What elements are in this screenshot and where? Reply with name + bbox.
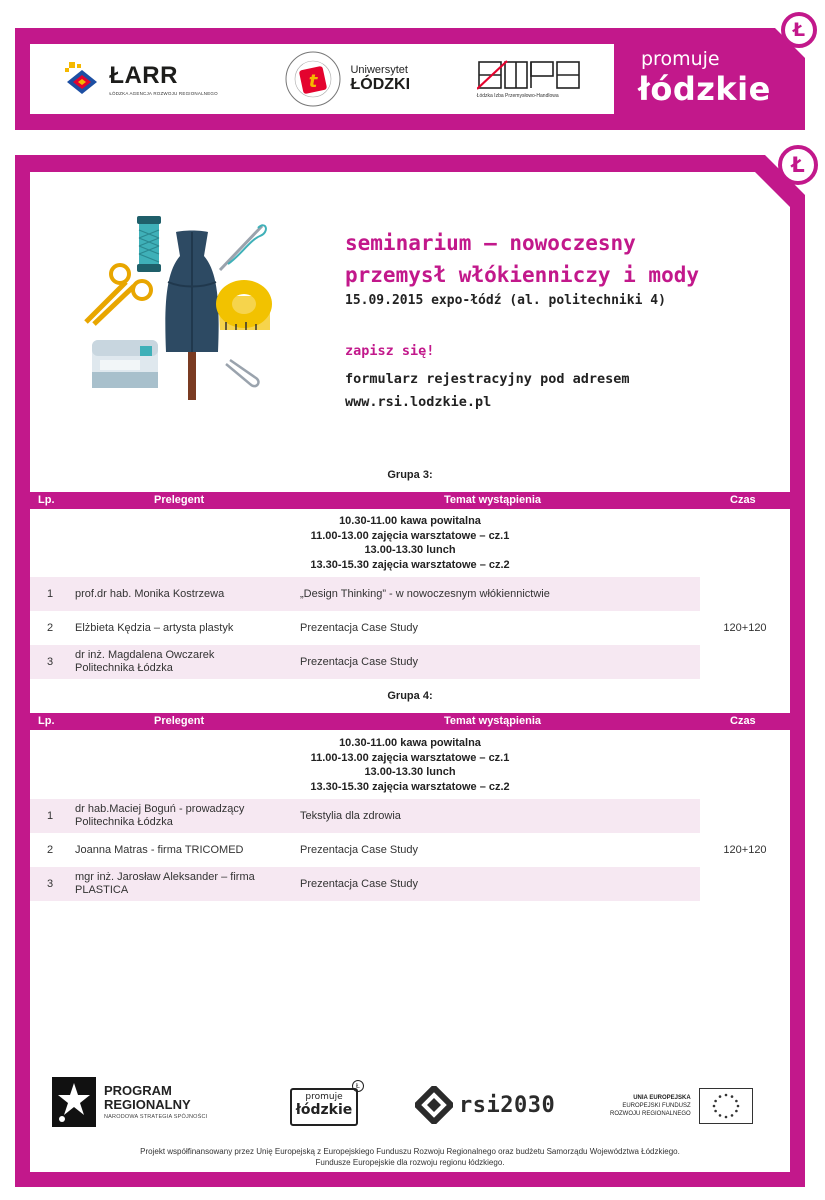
group3-schedule <box>30 514 790 572</box>
table-row <box>30 577 700 611</box>
schedule-item: 13.30-15.30 zajęcia warsztatowe – cz.2 <box>310 780 510 793</box>
cell-lp: 1 <box>46 588 54 600</box>
eu-line2: EUROPEJSKI FUNDUSZ <box>622 1103 691 1109</box>
footer-note-line1: Projekt współfinansowany przez Unię Europejską z Europejskiego Funduszu Rozwoju Regionalnego oraz budżetu Samorządu Województwa Łódzkiego. <box>140 1147 680 1156</box>
university-line1: Uniwersytet <box>350 64 408 76</box>
promuje-lodzkie-logo <box>290 1088 358 1126</box>
cell-temat: Prezentacja Case Study <box>300 878 419 890</box>
program-regionalny-logo <box>52 1077 207 1127</box>
main-l-badge: Ł <box>778 145 818 185</box>
larr-name: ŁARR <box>109 62 178 89</box>
cell-temat: Prezentacja Case Study <box>300 656 419 668</box>
cell-lp: 1 <box>46 810 54 822</box>
eu-text <box>610 1094 691 1118</box>
schedule-item: 10.30-11.00 kawa powitalna <box>339 515 481 527</box>
header-lodzkie: łódzkie <box>638 70 771 108</box>
larr-sub: ŁÓDZKA AGENCJA ROZWOJU REGIONALNEGO <box>109 91 218 96</box>
registration-info <box>345 368 629 414</box>
header-promuje: promuje <box>641 48 720 70</box>
col-temat: Temat wystąpienia <box>444 494 541 506</box>
lipph-sub: Łódzka Izba Przemysłowo-Handlowa <box>476 93 559 99</box>
headline-line1: seminarium – nowoczesny <box>345 231 636 255</box>
rsi-text: rsi2030 <box>459 1092 556 1118</box>
table-row <box>30 867 700 901</box>
eu-line3: ROZWOJU REGIONALNEGO <box>610 1111 691 1117</box>
cell-prelegent: mgr inż. Jarosław Aleksander – firma PLASTICA <box>75 871 255 896</box>
cell-temat: Tekstylia dla zdrowia <box>300 810 401 822</box>
event-dateline: 15.09.2015 expo-łódź (al. politechniki 4) <box>345 293 666 308</box>
larr-logo <box>63 62 218 96</box>
strategy-star-icon <box>52 1077 96 1127</box>
table-row <box>30 611 700 645</box>
cell-prelegent: prof.dr hab. Monika Kostrzewa <box>75 587 225 600</box>
university-line2: ŁÓDZKI <box>350 76 411 93</box>
group3-table-header <box>30 492 790 509</box>
university-seal-icon <box>284 50 342 108</box>
col-lp: Lp. <box>38 494 55 506</box>
rsi2030-logo <box>415 1086 555 1124</box>
col-czas: Czas <box>730 494 756 506</box>
group4-title: Grupa 4: <box>387 690 433 702</box>
table-row <box>30 833 700 867</box>
group4-schedule <box>30 736 790 794</box>
footer-lodzkie: łódzkie <box>295 1102 353 1118</box>
table-row <box>30 799 700 833</box>
group4-table-header <box>30 713 790 730</box>
schedule-item: 10.30-11.00 kawa powitalna <box>339 737 481 749</box>
seminar-headline <box>345 227 785 291</box>
lipph-logo <box>477 59 581 99</box>
schedule-item: 13.30-15.30 zajęcia warsztatowe – cz.2 <box>310 558 510 571</box>
program-line2: REGIONALNY <box>104 1097 191 1112</box>
headline-line2: przemysł włókienniczy i mody <box>345 263 700 287</box>
cell-lp: 2 <box>46 622 54 634</box>
cell-prelegent: Joanna Matras - firma TRICOMED <box>75 843 244 856</box>
cell-lp: 2 <box>46 844 54 856</box>
col-prelegent: Prelegent <box>154 715 205 727</box>
registration-link[interactable]: www.rsi.lodzkie.pl <box>345 394 492 410</box>
cell-temat: Prezentacja Case Study <box>300 622 419 634</box>
cell-prelegent: dr hab.Maciej Boguń - prowadzący Politechnika Łódzka <box>75 803 245 828</box>
program-sub: NARODOWA STRATEGIA SPÓJNOŚCI <box>104 1114 208 1120</box>
signup-heading: zapisz się! <box>345 343 435 359</box>
footer-note-line2: Fundusze Europejskie dla rozwoju regionu łódzkiego. <box>315 1158 505 1167</box>
sewing-machine-icon <box>92 340 158 388</box>
eu-flag-icon <box>699 1088 753 1124</box>
schedule-item: 13.00-13.30 lunch <box>364 544 456 556</box>
eu-line1: UNIA EUROPEJSKA <box>633 1095 691 1101</box>
cell-prelegent: Elżbieta Kędzia – artysta plastyk <box>75 621 234 634</box>
program-line1: PROGRAM <box>104 1083 172 1098</box>
cell-temat: „Design Thinking” - w nowoczesnym włókiennictwie <box>300 588 550 600</box>
col-lp: Lp. <box>38 715 55 727</box>
cell-prelegent: dr inż. Magdalena Owczarek Politechnika Łódzka <box>75 649 215 674</box>
university-logo <box>284 50 410 108</box>
cell-temat: Prezentacja Case Study <box>300 844 419 856</box>
footer-l-badge: Ł <box>352 1080 364 1092</box>
scissors-icon <box>86 265 151 324</box>
cell-lp: 3 <box>46 656 54 668</box>
rsi-diamond-icon <box>415 1086 453 1124</box>
needle-icon <box>220 226 262 270</box>
measuring-tape-icon <box>216 280 272 330</box>
safety-pin-icon <box>226 360 258 386</box>
col-czas: Czas <box>730 715 756 727</box>
group3-title: Grupa 3: <box>387 469 433 481</box>
larr-icon <box>63 62 101 96</box>
schedule-item: 13.00-13.30 lunch <box>364 766 456 778</box>
registration-text: formularz rejestracyjny pod adresem <box>345 371 630 387</box>
header-l-badge: Ł <box>781 12 817 48</box>
col-temat: Temat wystąpienia <box>444 715 541 727</box>
dress-form-icon <box>165 231 218 401</box>
svg-text:t: t <box>309 71 318 92</box>
schedule-item: 11.00-13.00 zajęcia warsztatowe – cz.1 <box>310 751 510 764</box>
group3-czas: 120+120 <box>723 622 767 634</box>
partner-logos <box>30 44 614 114</box>
footer-cofinancing-note <box>30 1146 790 1168</box>
lipph-mark-icon <box>477 59 581 91</box>
col-prelegent: Prelegent <box>154 494 205 506</box>
eu-logo <box>610 1088 753 1124</box>
footer-promuje: promuje <box>305 1092 343 1102</box>
group4-czas: 120+120 <box>723 844 767 856</box>
fashion-illustration <box>80 212 280 402</box>
table-row <box>30 645 700 679</box>
thread-spool-icon <box>137 216 161 272</box>
cell-lp: 3 <box>46 878 54 890</box>
schedule-item: 11.00-13.00 zajęcia warsztatowe – cz.1 <box>310 529 510 542</box>
